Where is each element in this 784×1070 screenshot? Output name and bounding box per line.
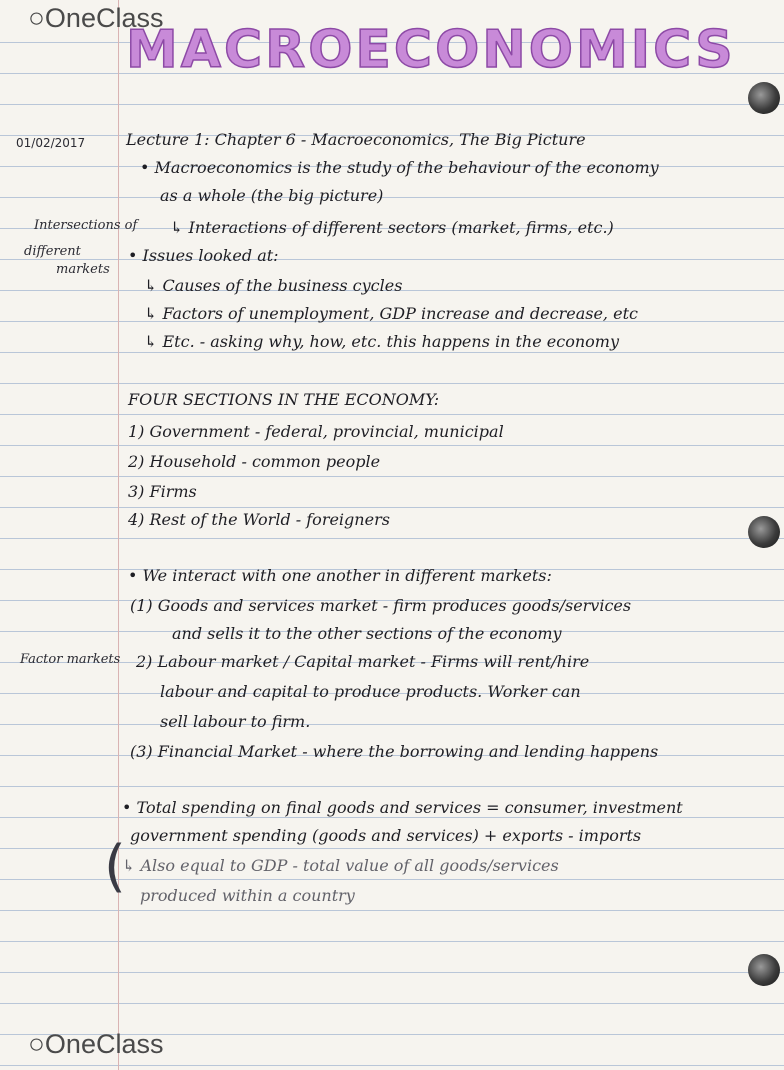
note-line: government spending (goods and services) + exports - imports [130, 826, 642, 845]
note-line: and sells it to the other sections of the economy [172, 624, 562, 643]
margin-note-factor-markets: Factor markets [20, 652, 121, 667]
note-line: labour and capital to produce products. Worker can [160, 682, 581, 701]
lecture-date: 01/02/2017 [16, 136, 86, 150]
note-line: ↳ Etc. - asking why, how, etc. this happens in the economy [144, 332, 619, 351]
margin-rule [118, 0, 119, 1070]
pencil-note-line: produced within a country [140, 886, 355, 905]
note-line: • Issues looked at: [128, 246, 279, 265]
note-line: ↳ Interactions of different sectors (market, firms, etc.) [170, 218, 614, 237]
margin-note-intersections: Intersections of [34, 218, 138, 233]
brand-name: OneClass [44, 3, 164, 33]
note-line: sell labour to firm. [160, 712, 311, 731]
note-line: ↳ Factors of unemployment, GDP increase and decrease, etc [144, 304, 638, 323]
page-title: MACROECONOMICS [126, 20, 736, 80]
note-line: ↳ Causes of the business cycles [144, 276, 403, 295]
lecture-heading: Lecture 1: Chapter 6 - Macroeconomics, The Big Picture [126, 130, 586, 149]
note-line: • Macroeconomics is the study of the behaviour of the economy [140, 158, 659, 177]
list-item: 2) Labour market / Capital market - Firms will rent/hire [136, 652, 590, 671]
bracket-mark: ( [104, 834, 126, 899]
oneclass-logo-icon: ○ [28, 2, 45, 33]
binder-hole-icon [748, 516, 780, 548]
note-line: • Total spending on final goods and services = consumer, investment [122, 798, 683, 817]
list-item: 4) Rest of the World - foreigners [128, 510, 390, 529]
list-item: (1) Goods and services market - firm produces goods/services [130, 596, 632, 615]
list-item: (3) Financial Market - where the borrowing and lending happens [130, 742, 659, 761]
brand-logo-bottom [28, 1028, 163, 1060]
list-item: 1) Government - federal, provincial, municipal [128, 422, 504, 441]
brand-name: OneClass [44, 1029, 164, 1059]
note-line: as a whole (the big picture) [160, 186, 384, 205]
margin-note-different: different [24, 244, 81, 259]
list-item: 2) Household - common people [128, 452, 381, 471]
sections-heading: FOUR SECTIONS IN THE ECONOMY: [128, 390, 440, 409]
margin-note-markets: markets [56, 262, 110, 277]
list-item: 3) Firms [128, 482, 197, 501]
binder-hole-icon [748, 954, 780, 986]
pencil-note-line: ↳ Also equal to GDP - total value of all goods/services [122, 856, 559, 875]
oneclass-logo-icon: ○ [28, 1028, 45, 1059]
note-line: • We interact with one another in different markets: [128, 566, 552, 585]
binder-hole-icon [748, 82, 780, 114]
